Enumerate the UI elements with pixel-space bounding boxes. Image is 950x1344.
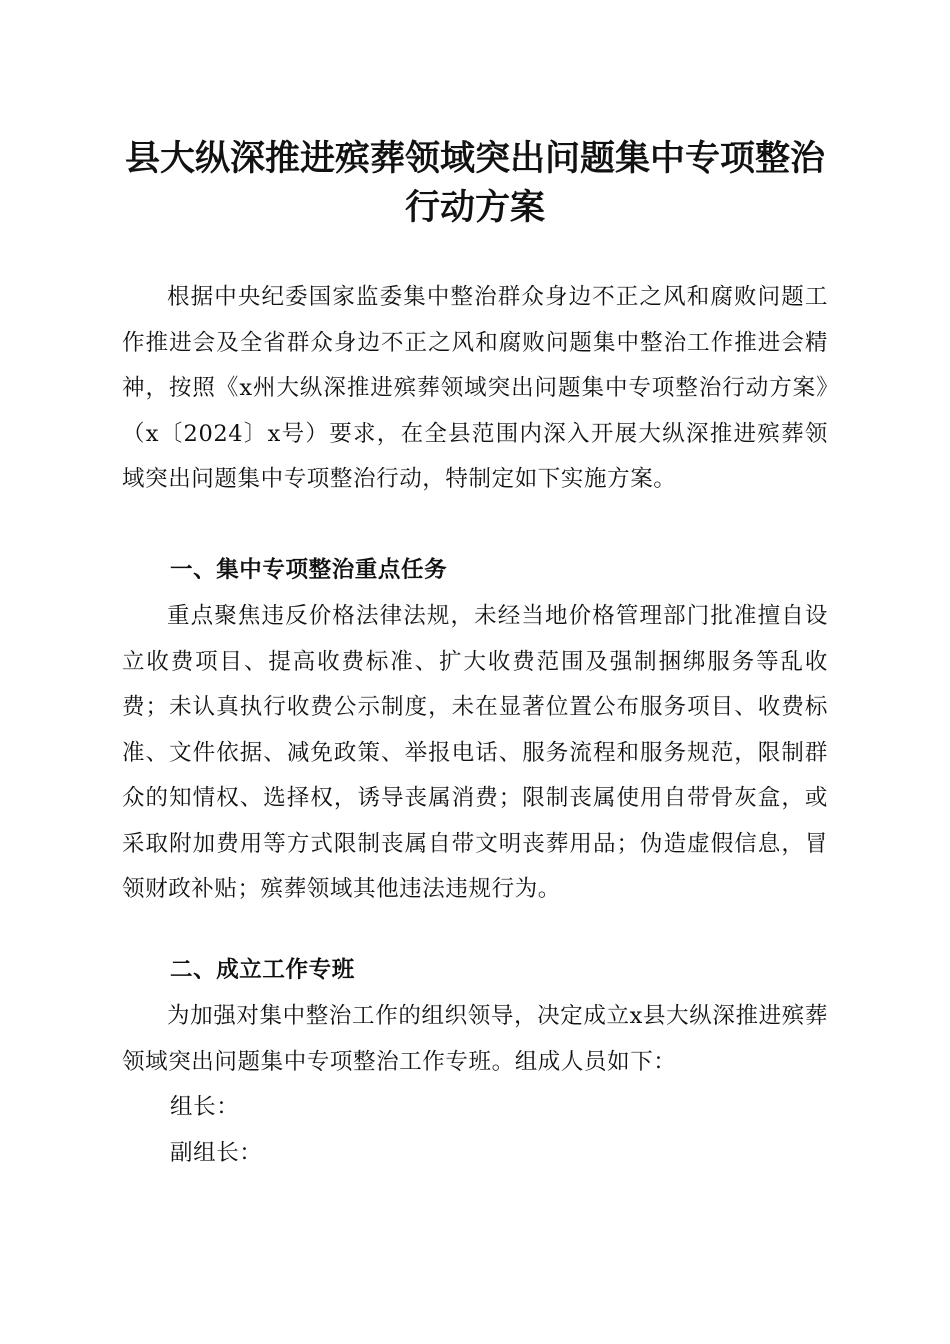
intro-paragraph: 根据中央纪委国家监委集中整治群众身边不正之风和腐败问题工作推进会及全省群众身边不正之风和腐败问题集中整治工作推进会精神，按照《x州大纵深推进殡葬领域突出问题集中专项整治行动方案》（x〔2024〕x号）要求，在全县范围内深入开展大纵深推进殡葬领域突出问题集中专项整治行动，特制定如下实施方案。: [122, 284, 828, 492]
deputy-group-leader-label: 副组长：: [170, 1140, 263, 1166]
section-1-heading: 一、集中专项整治重点任务: [170, 557, 448, 583]
document-title-line-2: 行动方案: [404, 187, 545, 228]
document-title-line-1: 县大纵深推进殡葬领域突出问题集中专项整治: [124, 138, 825, 179]
section-2-paragraph: 为加强对集中整治工作的组织领导，决定成立x县大纵深推进殡葬领域突出问题集中专项整治工作专班。组成人员如下：: [122, 1003, 828, 1075]
section-2-heading: 二、成立工作专班: [170, 957, 355, 983]
group-leader-label: 组长：: [170, 1094, 240, 1120]
section-1-paragraph: 重点聚焦违反价格法律法规，未经当地价格管理部门批准擅自设立收费项目、提高收费标准、扩大收费范围及强制捆绑服务等乱收费；未认真执行收费公示制度，未在显著位置公布服务项目、收费标准、文件依据、减免政策、举报电话、服务流程和服务规范，限制群众的知情权、选择权，诱导丧属消费；限制丧属使用自带骨灰盒，或采取附加费用等方式限制丧属自带文明丧葬用品；伪造虚假信息，冒领财政补贴；殡葬领域其他违法违规行为。: [122, 603, 828, 902]
